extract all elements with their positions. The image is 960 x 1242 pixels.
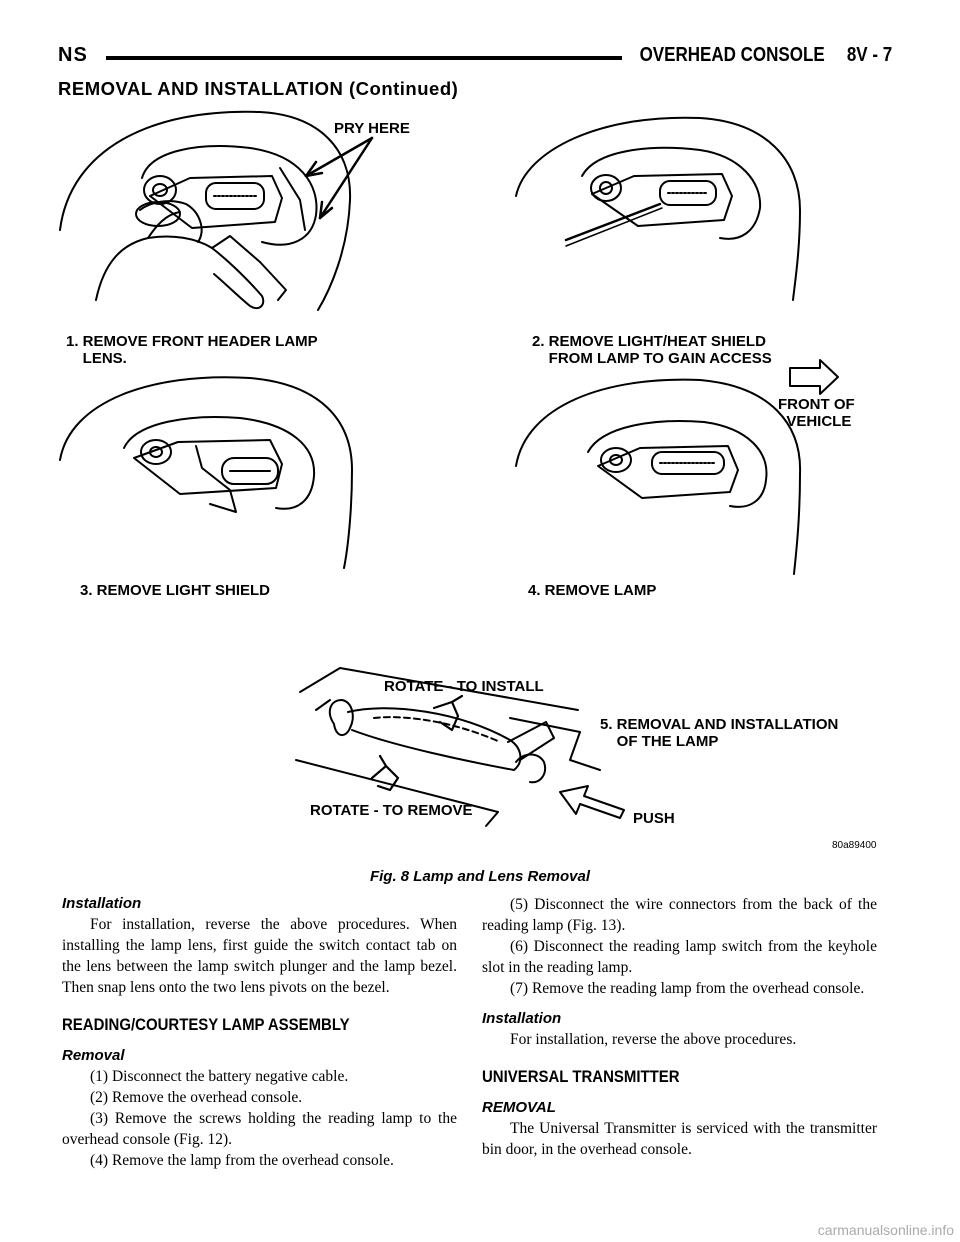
- step-item: (5) Disconnect the wire connectors from the back of the reading lamp (Fig. 13).: [482, 896, 877, 934]
- section-title-reading-lamp: READING/COURTESY LAMP ASSEMBLY: [62, 1015, 350, 1034]
- step-2-label: 2. REMOVE LIGHT/HEAT SHIELD FROM LAMP TO GAIN ACCESS: [532, 333, 772, 367]
- panel-2-drawing: [516, 118, 800, 300]
- watermark: carmanualsonline.info: [817, 1222, 954, 1238]
- installation-heading: Installation: [62, 895, 142, 912]
- figure-caption: Fig. 8 Lamp and Lens Removal: [369, 868, 591, 885]
- panel-3-drawing: [60, 377, 352, 568]
- installation-paragraph: For installation, reverse the above procedures. When installing the lamp lens, first guide the switch contact tab on the lens between the lamp switch plunger and the lamp bezel. Then snap lens onto the two lens pivots on the bezel.: [62, 916, 457, 996]
- step-3-label: 3. REMOVE LIGHT SHIELD: [80, 582, 271, 599]
- removal-paragraph: The Universal Transmitter is serviced with the transmitter bin door, in the overhead console.: [482, 1120, 877, 1158]
- left-column: [62, 894, 457, 1171]
- rotate-install-label: ROTATE - TO INSTALL: [384, 678, 544, 695]
- removal-heading: Removal: [62, 1047, 125, 1064]
- step-item: (4) Remove the lamp from the overhead console.: [90, 1152, 394, 1169]
- step-item: (6) Disconnect the reading lamp switch from the keyhole slot in the reading lamp.: [482, 938, 877, 976]
- step-4-label: 4. REMOVE LAMP: [528, 582, 657, 599]
- rotate-remove-label: ROTATE - TO REMOVE: [310, 802, 473, 819]
- panel-1-drawing: [60, 112, 372, 310]
- header-model: NS: [58, 44, 88, 66]
- step-1-label: 1. REMOVE FRONT HEADER LAMP LENS.: [66, 333, 318, 367]
- push-label: PUSH: [633, 810, 675, 827]
- section-title-universal-transmitter: UNIVERSAL TRANSMITTER: [482, 1067, 680, 1086]
- pry-here-label: PRY HERE: [334, 120, 410, 137]
- step-item: (3) Remove the screws holding the reading lamp to the overhead console (Fig. 12).: [62, 1110, 457, 1148]
- installation-paragraph: For installation, reverse the above procedures.: [510, 1031, 797, 1048]
- figure-code: 80a89400: [832, 840, 877, 851]
- step-item: (2) Remove the overhead console.: [90, 1089, 303, 1106]
- step-5-label: 5. REMOVAL AND INSTALLATION OF THE LAMP: [600, 716, 839, 750]
- front-of-vehicle-label: FRONT OF VEHICLE: [778, 396, 855, 430]
- step-item: (1) Disconnect the battery negative cable.: [90, 1068, 349, 1085]
- header-page-number: 8V - 7: [846, 44, 892, 66]
- installation-heading: Installation: [482, 1010, 562, 1027]
- removal-heading: REMOVAL: [482, 1099, 556, 1116]
- panel-4-drawing: [516, 360, 838, 574]
- step-item: (7) Remove the reading lamp from the overhead console.: [510, 980, 865, 997]
- header-section: OVERHEAD CONSOLE: [639, 44, 825, 66]
- right-column: [482, 894, 877, 1160]
- continued-heading: REMOVAL AND INSTALLATION (Continued): [58, 78, 459, 99]
